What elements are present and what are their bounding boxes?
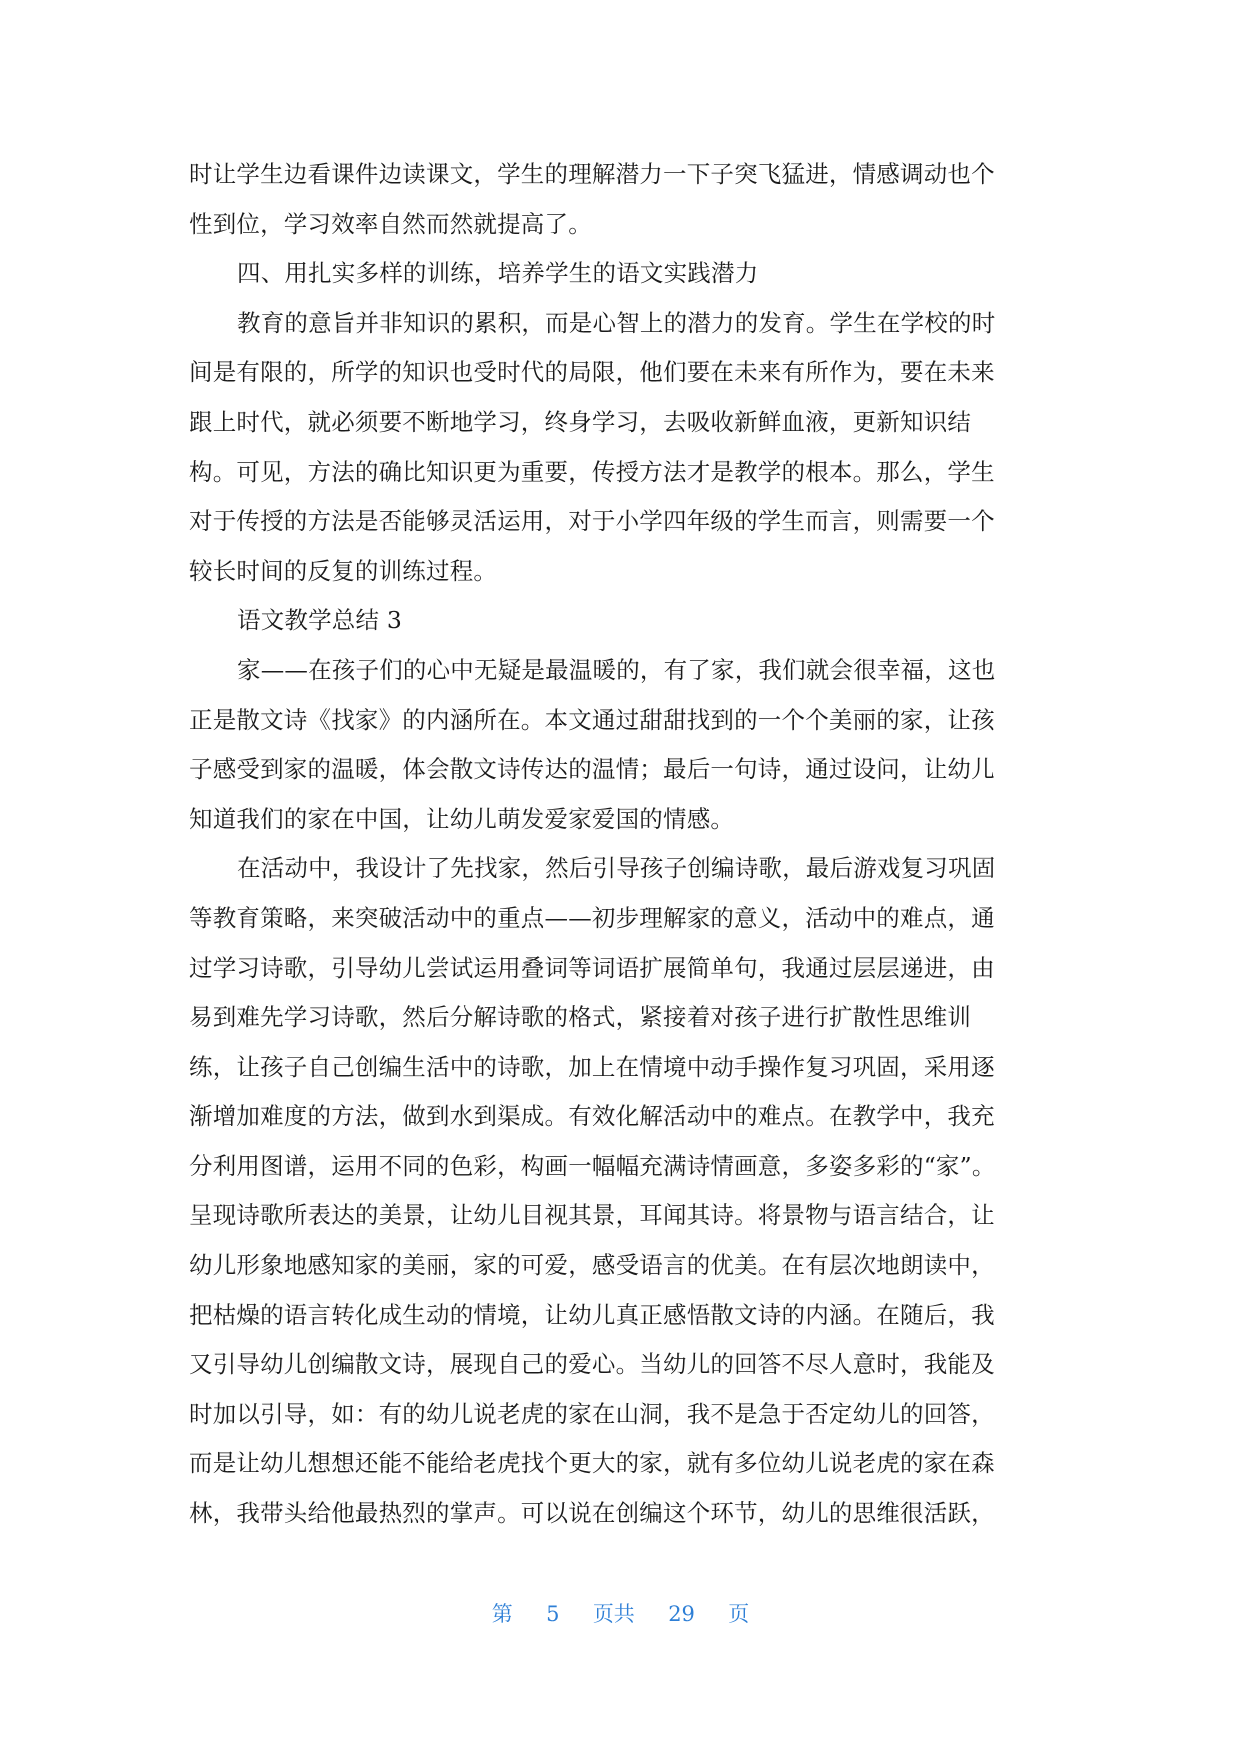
text-line: 过学习诗歌，引导幼儿尝试运用叠词等词语扩展简单句，我通过层层递进，由 bbox=[189, 953, 995, 982]
document-body bbox=[189, 150, 1053, 1539]
text-line: 较长时间的反复的训练过程。 bbox=[189, 556, 498, 585]
text-line: 对于传授的方法是否能够灵活运用，对于小学四年级的学生而言，则需要一个 bbox=[189, 507, 995, 536]
footer-prefix: 第 bbox=[491, 1602, 513, 1626]
text-line: 教育的意旨并非知识的累积，而是心智上的潜力的发育。学生在学校的时 bbox=[237, 308, 996, 337]
section-heading: 四、用扎实多样的训练，培养学生的语文实践潜力 bbox=[237, 259, 759, 288]
text-line: 把枯燥的语言转化成生动的情境，让幼儿真正感悟散文诗的内涵。在随后，我 bbox=[189, 1300, 995, 1329]
text-line: 正是散文诗《找家》的内涵所在。本文通过甜甜找到的一个个美丽的家，让孩 bbox=[189, 705, 995, 734]
text-line: 时加以引导，如：有的幼儿说老虎的家在山洞，我不是急于否定幼儿的回答， bbox=[189, 1399, 995, 1428]
text-line: 家——在孩子们的心中无疑是最温暖的，有了家，我们就会很幸福，这也 bbox=[237, 655, 996, 684]
text-line: 间是有限的，所学的知识也受时代的局限，他们要在未来有所作为，要在未来 bbox=[189, 358, 995, 387]
text-line: 而是让幼儿想想还能不能给老虎找个更大的家，就有多位幼儿说老虎的家在森 bbox=[189, 1449, 995, 1478]
page-number-footer bbox=[0, 1598, 1241, 1628]
total-pages-number: 29 bbox=[668, 1602, 695, 1626]
current-page-number: 5 bbox=[546, 1602, 560, 1626]
text-line: 又引导幼儿创编散文诗，展现自己的爱心。当幼儿的回答不尽人意时，我能及 bbox=[189, 1350, 995, 1379]
text-line: 性到位，学习效率自然而然就提高了。 bbox=[189, 209, 592, 238]
text-line: 幼儿形象地感知家的美丽，家的可爱，感受语言的优美。在有层次地朗读中， bbox=[189, 1251, 995, 1280]
text-line: 渐增加难度的方法，做到水到渠成。有效化解活动中的难点。在教学中，我充 bbox=[189, 1102, 995, 1131]
text-line: 易到难先学习诗歌，然后分解诗歌的格式，紧接着对孩子进行扩散性思维训 bbox=[189, 1003, 972, 1032]
text-line: 时让学生边看课件边读课文，学生的理解潜力一下子突飞猛进，情感调动也个 bbox=[189, 160, 995, 188]
footer-suffix: 页 bbox=[728, 1602, 750, 1626]
section-title: 语文教学总结 3 bbox=[237, 606, 403, 635]
text-line: 知道我们的家在中国，让幼儿萌发爱家爱国的情感。 bbox=[189, 804, 735, 833]
text-line: 练，让孩子自己创编生活中的诗歌，加上在情境中动手操作复习巩固，采用逐 bbox=[189, 1052, 995, 1081]
text-line: 林，我带头给他最热烈的掌声。可以说在创编这个环节，幼儿的思维很活跃， bbox=[189, 1499, 995, 1528]
text-line: 子感受到家的温暖，体会散文诗传达的温情；最后一句诗，通过设问，让幼儿 bbox=[189, 755, 995, 784]
text-line: 在活动中，我设计了先找家，然后引导孩子创编诗歌，最后游戏复习巩固 bbox=[237, 854, 996, 883]
text-line: 呈现诗歌所表达的美景，让幼儿目视其景，耳闻其诗。将景物与语言结合，让 bbox=[189, 1201, 995, 1230]
text-line: 跟上时代，就必须要不断地学习，终身学习，去吸收新鲜血液，更新知识结 bbox=[189, 407, 972, 436]
footer-middle: 页共 bbox=[592, 1602, 635, 1626]
text-line: 等教育策略，来突破活动中的重点——初步理解家的意义，活动中的难点，通 bbox=[189, 903, 995, 932]
text-line: 分利用图谱，运用不同的色彩，构画一幅幅充满诗情画意，多姿多彩的“家”。 bbox=[189, 1151, 996, 1180]
text-line: 构。可见，方法的确比知识更为重要，传授方法才是教学的根本。那么，学生 bbox=[189, 457, 995, 486]
